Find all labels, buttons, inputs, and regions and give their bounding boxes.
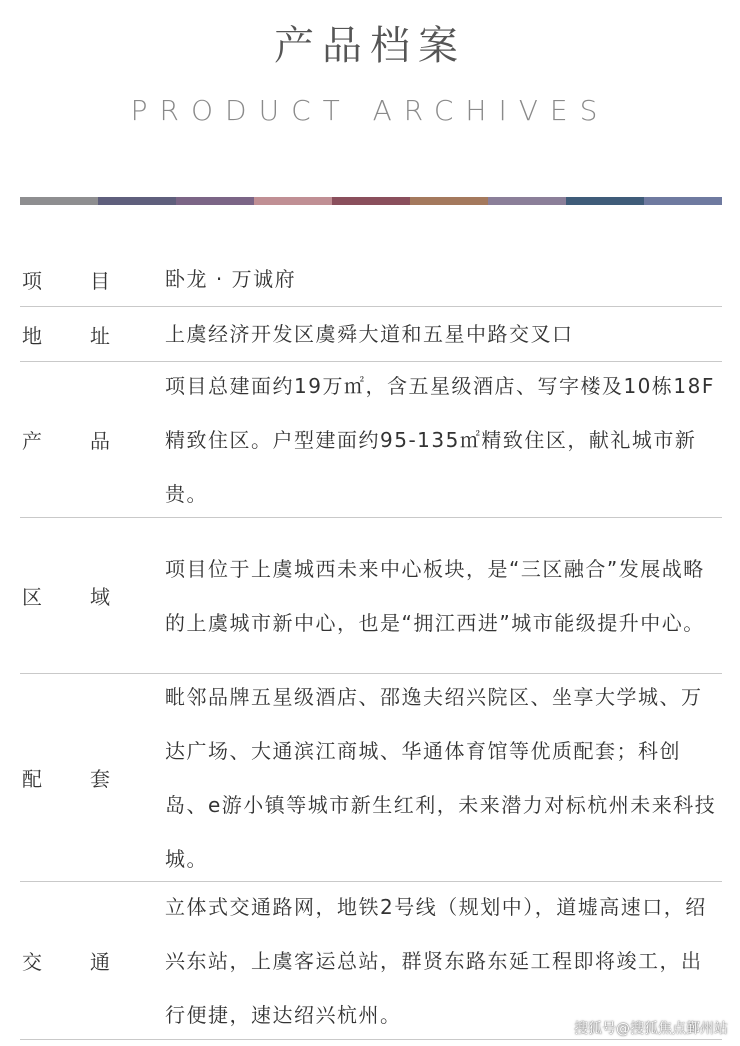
watermark-text: 搜狐号@搜狐焦点鄞州站 bbox=[574, 1021, 728, 1037]
color-divider-bar bbox=[20, 197, 722, 205]
row-label-char-2: 套 bbox=[90, 767, 110, 791]
row-label bbox=[20, 265, 165, 294]
row-label-char-1: 产 bbox=[22, 429, 42, 453]
color-bar-segment bbox=[254, 197, 332, 205]
color-bar-segment bbox=[644, 197, 722, 205]
row-label-char-2: 址 bbox=[90, 323, 110, 348]
row-label-char-1: 配 bbox=[22, 767, 42, 791]
table-row-product bbox=[20, 362, 722, 518]
color-bar-segment bbox=[332, 197, 410, 205]
row-content: 立体式交通路网，地铁2号线（规划中），道墟高速口，绍兴东站，上虞客运总站，群贤东路东延工程即将竣工，出行便捷，速达绍兴杭州。 bbox=[165, 894, 707, 1027]
table-row-facilities bbox=[20, 674, 722, 882]
row-content: 毗邻品牌五星级酒店、邵逸夫绍兴院区、坐享大学城、万达广场、大通滨江商城、华通体育馆等优质配套；科创岛、e游小镇等城市新生红利，未来潜力对标杭州未来科技城。 bbox=[165, 684, 717, 871]
row-label-char-1: 交 bbox=[22, 950, 42, 974]
row-label-char-1: 区 bbox=[22, 585, 42, 609]
row-content: 卧龙 · 万诚府 bbox=[165, 267, 297, 291]
color-bar-segment bbox=[176, 197, 254, 205]
product-info-table bbox=[20, 252, 722, 1040]
row-label bbox=[20, 946, 165, 975]
row-content: 项目总建面约19万㎡，含五星级酒店、写字楼及10栋18F精致住区。户型建面约95-135㎡精致住区，献礼城市新贵。 bbox=[165, 373, 715, 506]
row-label-char-2: 通 bbox=[90, 950, 110, 974]
page-title-cn: 产品档案 bbox=[274, 23, 466, 69]
row-label-char-1: 地 bbox=[22, 323, 42, 348]
table-row-address bbox=[20, 307, 722, 362]
color-bar-segment bbox=[410, 197, 488, 205]
row-label bbox=[20, 320, 165, 349]
row-label bbox=[20, 425, 165, 454]
color-bar-segment bbox=[20, 197, 98, 205]
color-bar-segment bbox=[98, 197, 176, 205]
row-label-char-2: 域 bbox=[90, 585, 110, 609]
row-content: 上虞经济开发区虞舜大道和五星中路交叉口 bbox=[165, 322, 574, 346]
color-bar-segment bbox=[488, 197, 566, 205]
table-row-area bbox=[20, 518, 722, 674]
page-title-en: PRODUCT ARCHIVES bbox=[130, 94, 610, 127]
row-label bbox=[20, 763, 165, 792]
table-row-traffic bbox=[20, 882, 722, 1040]
row-label bbox=[20, 581, 165, 610]
color-bar-segment bbox=[566, 197, 644, 205]
row-content: 项目位于上虞城西未来中心板块，是“三区融合”发展战略的上虞城市新中心，也是“拥江西进”城市能级提升中心。 bbox=[165, 556, 705, 635]
row-label-char-2: 品 bbox=[90, 429, 110, 453]
table-row-project bbox=[20, 252, 722, 307]
row-label-char-1: 项 bbox=[22, 268, 42, 293]
row-label-char-2: 目 bbox=[90, 268, 110, 293]
